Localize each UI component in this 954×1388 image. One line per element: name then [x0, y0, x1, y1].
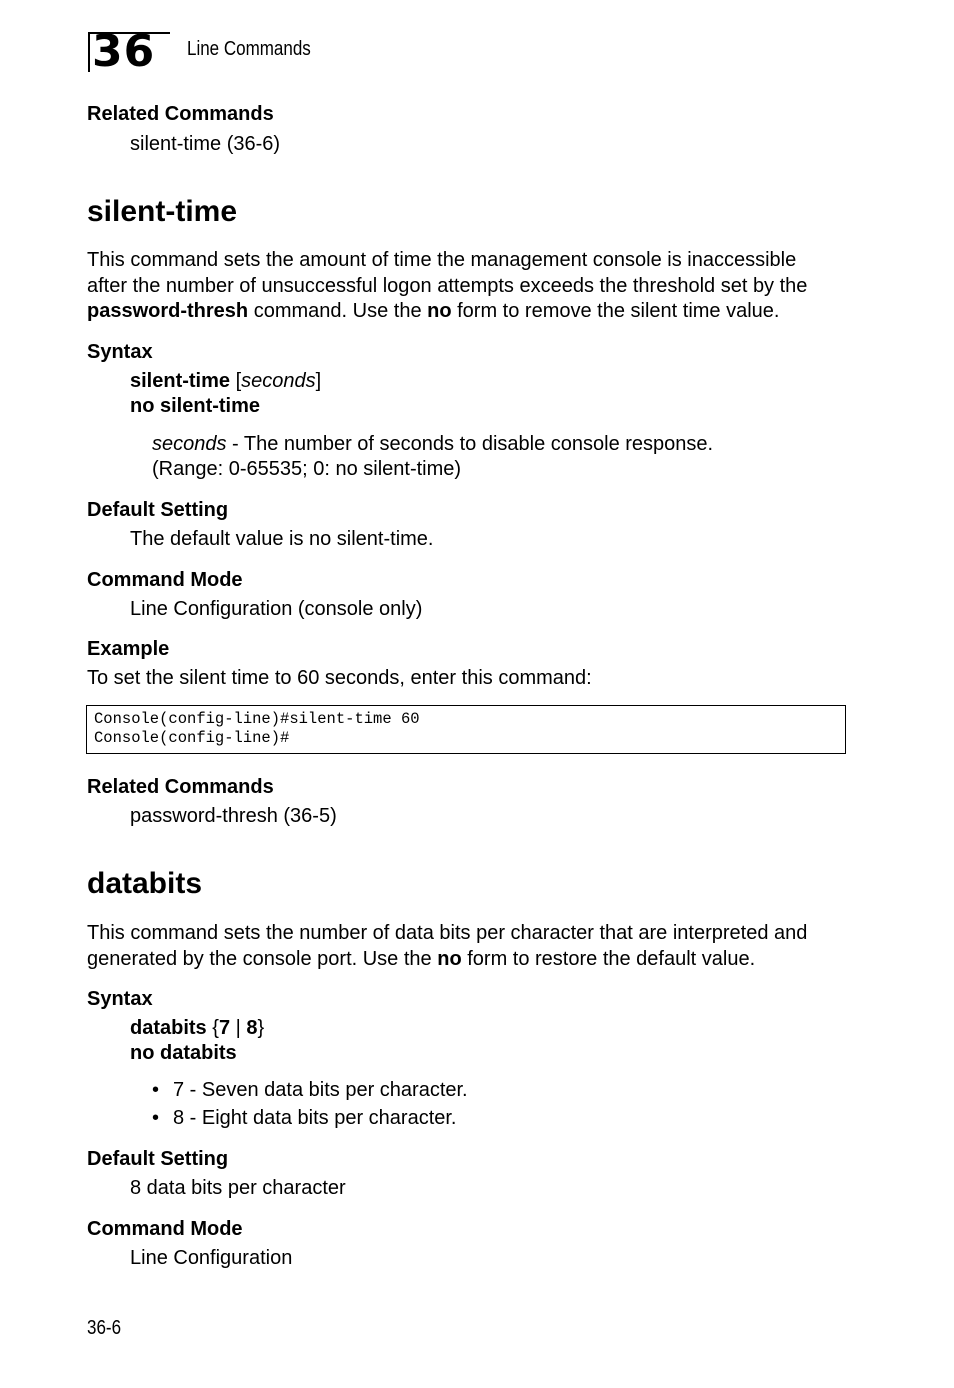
silent-time-syntax-2 [130, 394, 260, 419]
databits-title: databits [87, 867, 203, 900]
databits-bullet-1-text: 7 - Seven data bits per character. [173, 1079, 468, 1101]
bullet-icon: • [152, 1107, 160, 1129]
syntax-option-8: 8 [246, 1017, 258, 1039]
param-name: seconds [152, 433, 227, 455]
silent-time-default-text: The default value is no silent-time. [130, 528, 434, 550]
bullet-icon: • [152, 1079, 160, 1101]
example-code-box [86, 705, 846, 754]
silent-time-mode-heading: Command Mode [87, 569, 243, 591]
databits-bullet-2 [152, 1106, 159, 1131]
silent-time-related-text: password-thresh (36-5) [130, 805, 337, 827]
databits-default-heading: Default Setting [87, 1148, 229, 1170]
no-keyword: no [437, 947, 462, 970]
syntax-command: silent-time [130, 370, 231, 392]
password-thresh-ref: password-thresh [87, 300, 249, 322]
code-line-2: Console(config-line)# [94, 729, 290, 747]
page-number: 36-6 [87, 1317, 122, 1339]
silent-time-param-range: (Range: 0-65535; 0: no silent-time) [152, 458, 462, 480]
silent-time-title: silent-time [87, 195, 238, 228]
syntax-bracket: [ [230, 370, 242, 392]
databits-default-text: 8 data bits per character [130, 1177, 346, 1199]
databits-mode-text: Line Configuration [130, 1247, 293, 1269]
silent-time-desc-line-1: This command sets the amount of time the management console is inaccessible [87, 249, 797, 271]
silent-time-example-text: To set the silent time to 60 seconds, enter this command: [87, 667, 592, 689]
silent-time-desc-line-3 [87, 299, 847, 325]
top-related-heading: Related Commands [87, 103, 274, 125]
silent-time-desc-line-2: after the number of unsuccessful logon attempts exceeds the threshold set by the [87, 274, 808, 297]
silent-time-related-heading: Related Commands [87, 776, 274, 798]
silent-time-mode-text: Line Configuration (console only) [130, 598, 423, 620]
syntax-bracket: ] [315, 370, 322, 392]
syntax-command: databits [130, 1017, 207, 1039]
param-desc: - The number of seconds to disable console response. [226, 433, 714, 455]
databits-bullet-1 [152, 1078, 159, 1103]
databits-bullet-2-text: 8 - Eight data bits per character. [173, 1107, 457, 1129]
desc-text: form to restore the default value. [461, 947, 756, 970]
chapter-number: 36 [92, 26, 156, 77]
syntax-brace: } [257, 1017, 265, 1039]
syntax-option-7: 7 [218, 1017, 231, 1039]
code-line-1: Console(config-line)#silent-time 60 [94, 710, 420, 728]
syntax-param: seconds [241, 370, 316, 392]
syntax-no-command: no silent-time [130, 395, 261, 417]
desc-text: form to remove the silent time value. [451, 300, 780, 322]
syntax-brace: { [206, 1017, 219, 1039]
no-keyword: no [427, 300, 452, 322]
silent-time-syntax-1 [130, 369, 321, 394]
desc-text: command. Use the [248, 300, 428, 322]
silent-time-example-heading: Example [87, 638, 170, 660]
silent-time-default-heading: Default Setting [87, 499, 229, 521]
databits-syntax-1 [130, 1016, 264, 1041]
top-related-text: silent-time (36-6) [130, 133, 281, 155]
running-title: Line Commands [187, 38, 311, 60]
databits-desc-line-2 [87, 947, 847, 973]
databits-desc-line-1: This command sets the number of data bits per character that are interpreted and [87, 922, 808, 944]
desc-text: generated by the console port. Use the [87, 947, 438, 970]
databits-syntax-2 [130, 1041, 237, 1066]
silent-time-syntax-heading: Syntax [87, 341, 153, 363]
syntax-no-command: no databits [130, 1042, 237, 1064]
silent-time-param [152, 432, 713, 457]
databits-syntax-heading: Syntax [87, 988, 153, 1010]
silent-time-description [87, 248, 847, 325]
syntax-separator: | [230, 1017, 247, 1039]
databits-description [87, 921, 847, 972]
databits-mode-heading: Command Mode [87, 1218, 243, 1240]
